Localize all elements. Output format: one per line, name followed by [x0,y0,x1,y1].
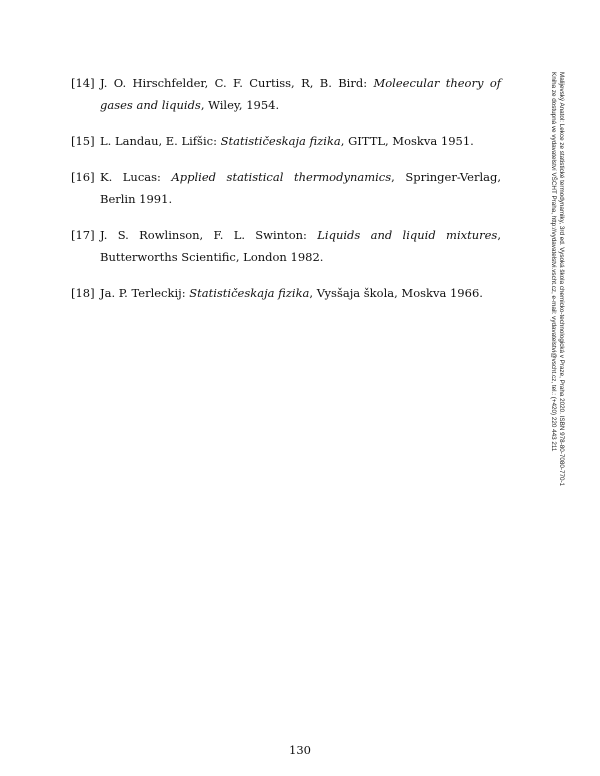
reference-title: Statističeskaja fizika [220,134,341,148]
reference-text [100,130,501,152]
reference-number: [18] [71,286,95,300]
reference-text [100,224,501,268]
reference-publisher: , Wiley, 1954. [200,98,280,112]
reference-authors: J. S. Rowlinson, F. L. Swinton: [100,228,318,242]
page-number: 130 [289,743,311,757]
reference-publisher: , Springer-Verlag, Berlin 1991. [100,170,501,206]
reference-item [71,224,501,268]
reference-list [71,72,501,318]
reference-publisher: , GITTL, Moskva 1951. [340,134,474,148]
reference-publisher: , Butterworths Scientific, London 1982. [100,228,501,264]
reference-text [100,72,501,116]
reference-number: [15] [71,134,95,148]
reference-title: Applied statistical thermodynamics [171,170,392,184]
side-note-line-2: Kniha ze dostupná ve vydavatelství VŠCHT Praha, http://vydavatelstvi.vscht.cz, e-mail: vydavatelstvi@vscht.cz, tel.: (+420) 220 443 211 [550,72,557,452]
reference-title: Moleecular theory of gases and liquids [100,76,501,112]
reference-authors: L. Landau, E. Lifšic: [100,134,221,148]
side-copyright-note [550,72,565,572]
reference-item [71,282,501,304]
reference-title: Statističeskaja fizika [189,286,310,300]
reference-item [71,166,501,210]
reference-authors: K. Lucas: [100,170,172,184]
reference-number: [16] [71,170,95,184]
side-note-line-1: Malijevský Anatol: Lekce ze statistické termodynamiky, 3rd ed. Vysoká škola chemicko-technologická v Praze, Praha 2020. ISBN 978-80-7080-770-1 [558,72,565,487]
reference-text [100,282,501,304]
reference-number: [14] [71,76,95,90]
reference-authors: J. O. Hirschfelder, C. F. Curtiss, R, B. Bird: [100,76,374,90]
reference-publisher: , Vysšaja škola, Moskva 1966. [309,286,483,300]
reference-number: [17] [71,228,95,242]
reference-text [100,166,501,210]
reference-item [71,130,501,152]
reference-authors: Ja. P. Terleckij: [100,286,190,300]
reference-title: Liquids and liquid mixtures [317,228,498,242]
reference-item [71,72,501,116]
